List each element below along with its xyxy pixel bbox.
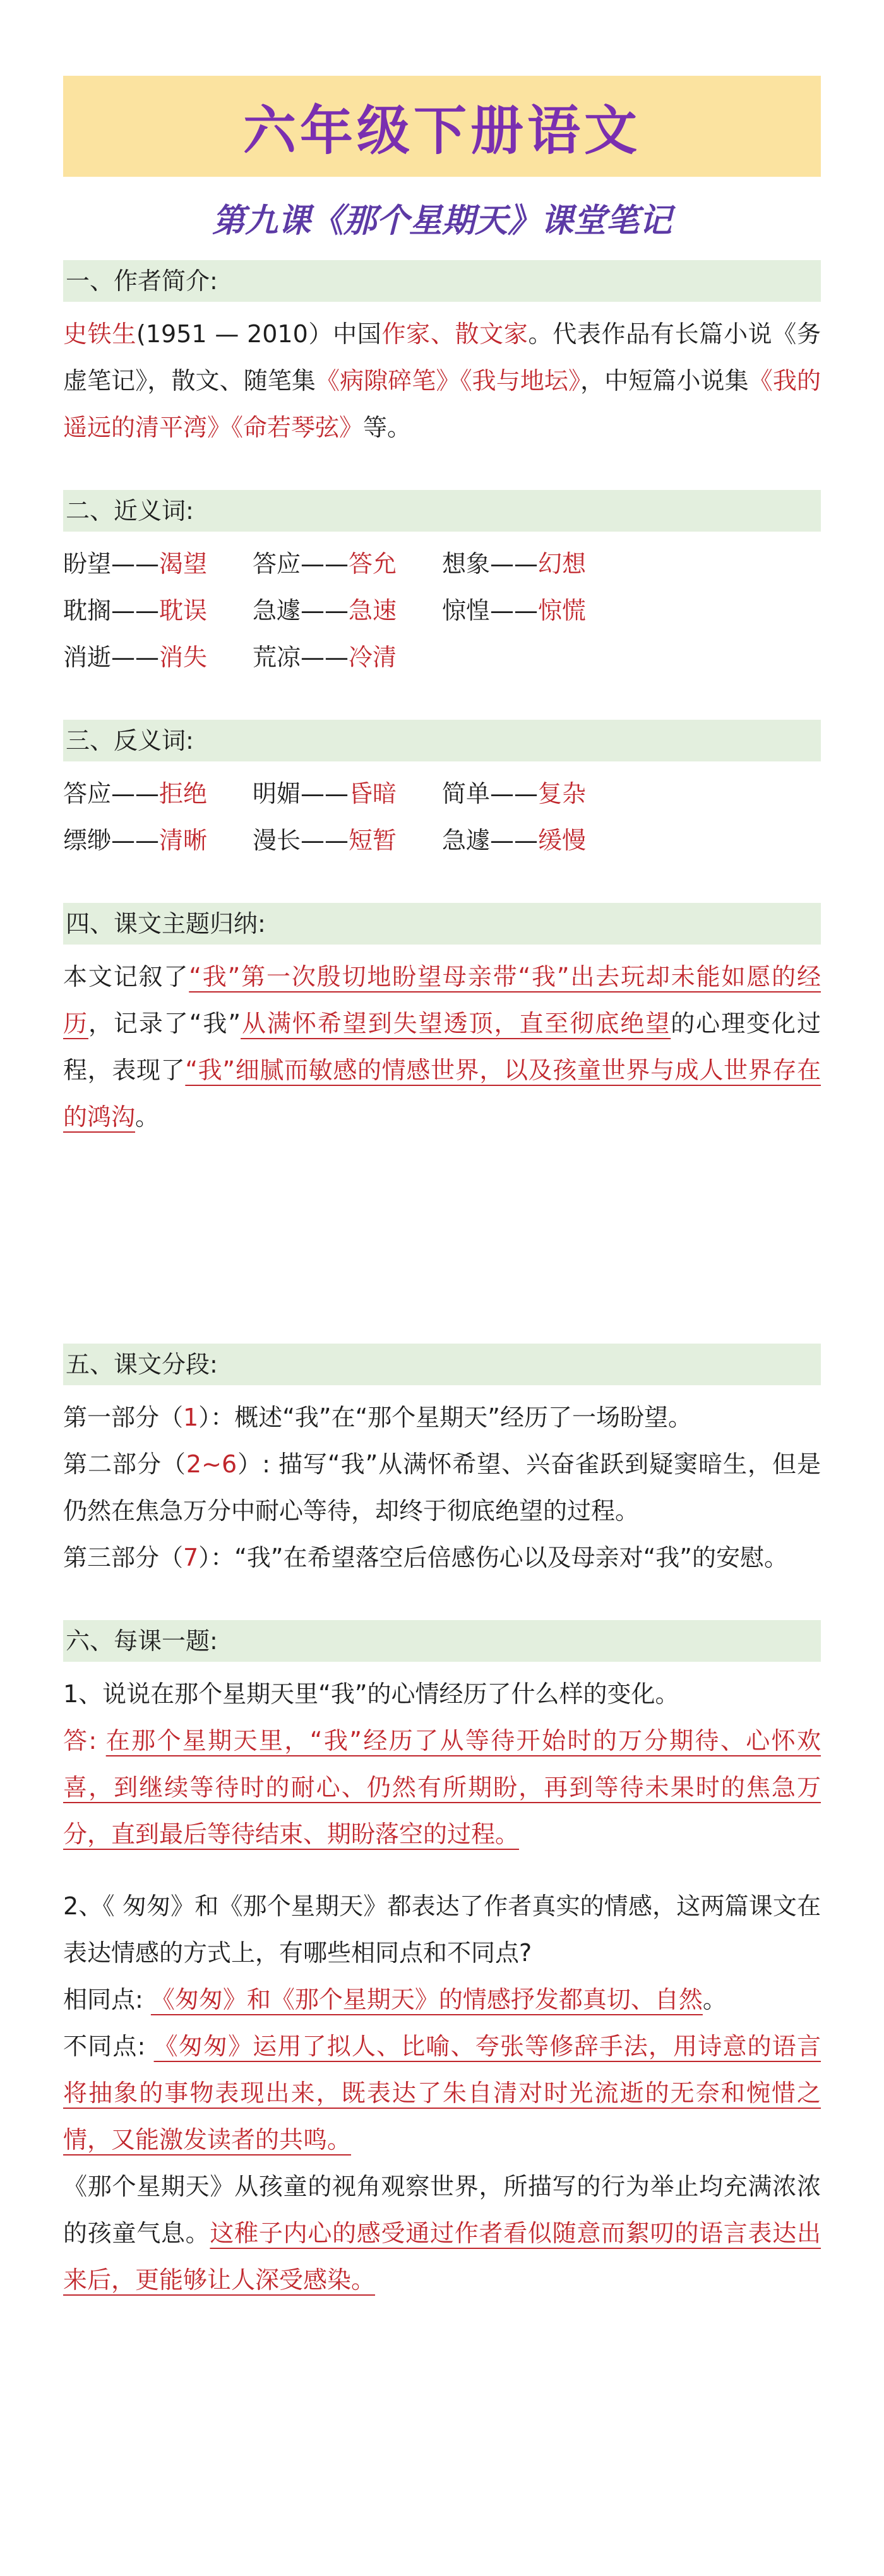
text-run: ，记录了“我” <box>88 1010 241 1037</box>
word-pair <box>63 817 253 864</box>
text-run: 本文记叙了 <box>63 963 189 991</box>
works-stories: 《我的遥远的清平湾》《命若琴弦》 <box>63 367 821 441</box>
text-run: (1951 — 2010）中国 <box>136 320 382 348</box>
answer-same <box>63 1976 821 2023</box>
text-run: ）：概述“我”在“那个星期天”经历了一场盼望。 <box>198 1404 692 1431</box>
word-row <box>63 634 821 681</box>
part-range: 7 <box>183 1544 199 1571</box>
author-paragraph <box>63 311 821 451</box>
word-answer: 消失 <box>159 643 208 671</box>
word: 荒凉—— <box>253 643 349 671</box>
word-row <box>63 770 821 817</box>
section-paragraphing <box>63 1344 821 1581</box>
word-pair <box>63 634 253 681</box>
part-one <box>63 1394 821 1441</box>
works-essays: 《病隙碎笔》《我与地坛》 <box>316 367 581 395</box>
text-run: 的心理变化过程，表现了 <box>63 1010 821 1084</box>
word-pair <box>63 587 253 634</box>
word: 答应—— <box>63 780 160 808</box>
answer-label: 相同点: <box>63 1986 151 2013</box>
section-heading: 五、课文分段: <box>63 1344 821 1385</box>
word-row <box>63 587 821 634</box>
underlined-text: 这稚子内心的感受通过作者看似随意而絮叨的语言表达出来后，更能够让人深受感染。 <box>63 2219 821 2294</box>
word-answer: 短暂 <box>349 826 397 854</box>
text-run: 等。 <box>363 414 412 441</box>
section-antonyms <box>63 720 821 864</box>
word: 盼望—— <box>63 550 160 578</box>
question-one: 1、说说在那个星期天里“我”的心情经历了什么样的变化。 <box>63 1680 679 1708</box>
underlined-text: 从满怀希望到失望透顶，直至彻底绝望 <box>241 1010 671 1037</box>
answer-diff <box>63 2023 821 2163</box>
word-answer: 惊慌 <box>538 597 587 624</box>
notes-page <box>0 76 884 2576</box>
answer-label: 答: <box>63 1727 106 1755</box>
word-pair <box>442 817 631 864</box>
underlined-text: 《匆匆》和《那个星期天》的情感抒发都真切、自然 <box>150 1986 703 2013</box>
underlined-text: “我”细腻而敏感的情感世界，以及孩童世界与成人世界存在的鸿沟 <box>63 1056 821 1131</box>
underlined-text: 在那个星期天里，“我”经历了从等待开始时的万分期待、心怀欢喜，到继续等待时的耐心、仍然有所期盼，再到等待未果时的焦急万分，直到最后等待结束、期盼落空的过程。 <box>63 1727 821 1848</box>
author-name: 史铁生 <box>63 320 137 348</box>
word-pair <box>253 540 442 587</box>
word-answer: 复杂 <box>538 780 587 808</box>
word: 耽搁—— <box>63 597 160 624</box>
answer-one <box>63 1717 821 1857</box>
text-run: 《那个星期天》从孩童的视角观察世界，所描写的行为举止均充满浓浓的孩童气息。 <box>63 2173 821 2247</box>
word-row <box>63 817 821 864</box>
word-pair <box>253 770 442 817</box>
underlined-text: 《匆匆》运用了拟人、比喻、夸张等修辞手法，用诗意的语言将抽象的事物表现出来，既表达了朱自清对时光流逝的无奈和惋惜之情，又能激发读者的共鸣。 <box>63 2032 821 2154</box>
word-pair <box>253 587 442 634</box>
word: 漫长—— <box>253 826 349 854</box>
word: 明媚—— <box>253 780 349 808</box>
text-run: 。代表作品有长篇小说《务虚笔记》，散文、随笔集 <box>63 320 821 395</box>
word-answer: 耽误 <box>159 597 208 624</box>
word-answer: 答允 <box>349 550 397 578</box>
section-question <box>63 1620 821 2303</box>
word: 惊惶—— <box>442 597 539 624</box>
part-three <box>63 1534 821 1581</box>
text-run: 第一部分（ <box>63 1404 184 1431</box>
word: 答应—— <box>253 550 349 578</box>
word: 想象—— <box>442 550 539 578</box>
section-heading: 四、课文主题归纳: <box>63 903 821 945</box>
word: 简单—— <box>442 780 539 808</box>
text-run: ）：“我”在希望落空后倍感伤心以及母亲对“我”的安慰。 <box>198 1544 788 1571</box>
text-run: ，中短篇小说集 <box>580 367 749 395</box>
section-synonyms <box>63 490 821 681</box>
section-author <box>63 260 821 451</box>
text-run: 第三部分（ <box>63 1544 184 1571</box>
word-pair <box>253 634 442 681</box>
word-answer: 昏暗 <box>349 780 397 808</box>
word: 消逝—— <box>63 643 160 671</box>
word-answer: 清晰 <box>159 826 208 854</box>
text-run: 。 <box>135 1103 160 1131</box>
word-answer: 幻想 <box>538 550 587 578</box>
word-answer: 缓慢 <box>538 826 587 854</box>
word-pair <box>253 817 442 864</box>
part-range: 2~6 <box>186 1450 237 1478</box>
text-run: 第二部分（ <box>63 1450 186 1478</box>
word-pair <box>63 540 253 587</box>
title-banner <box>63 76 821 177</box>
word-pair <box>63 770 253 817</box>
word: 急遽—— <box>442 826 539 854</box>
text-run: ）: 描写“我”从满怀希望、兴奋雀跃到疑窦暗生，但是仍然在焦急万分中耐心等待，却终于彻底绝望的过程。 <box>63 1450 821 1525</box>
word-row <box>63 540 821 587</box>
word-pair <box>442 540 631 587</box>
theme-paragraph <box>63 953 821 1140</box>
underlined-text: “我”第一次殷切地盼望母亲带“我”出去玩却未能如愿的经历 <box>63 963 821 1037</box>
section-heading: 六、每课一题: <box>63 1620 821 1662</box>
main-title: 六年级下册语文 <box>242 99 641 162</box>
answer-label: 不同点: <box>63 2032 154 2060</box>
author-roles: 作家、散文家 <box>381 320 529 348</box>
word-pair <box>442 587 631 634</box>
word-pair <box>442 770 631 817</box>
question-two: 2、《 匆匆》和《那个星期天》都表达了作者真实的情感，这两篇课文在表达情感的方式上，有哪些相同点和不同点? <box>63 1892 821 1967</box>
word-answer: 急速 <box>349 597 397 624</box>
word: 缥缈—— <box>63 826 160 854</box>
word-answer: 拒绝 <box>159 780 208 808</box>
section-heading: 一、作者简介: <box>63 260 821 302</box>
lesson-subtitle: 第九课《那个星期天》课堂笔记 <box>212 202 672 240</box>
word-answer: 冷清 <box>349 643 397 671</box>
answer-diff-two <box>63 2163 821 2303</box>
section-theme <box>63 903 821 1140</box>
part-two <box>63 1441 821 1534</box>
part-range: 1 <box>183 1404 199 1431</box>
word: 急遽—— <box>253 597 349 624</box>
section-heading: 二、近义词: <box>63 490 821 532</box>
text-run: 。 <box>702 1986 727 2013</box>
section-heading: 三、反义词: <box>63 720 821 761</box>
word-answer: 渴望 <box>159 550 208 578</box>
